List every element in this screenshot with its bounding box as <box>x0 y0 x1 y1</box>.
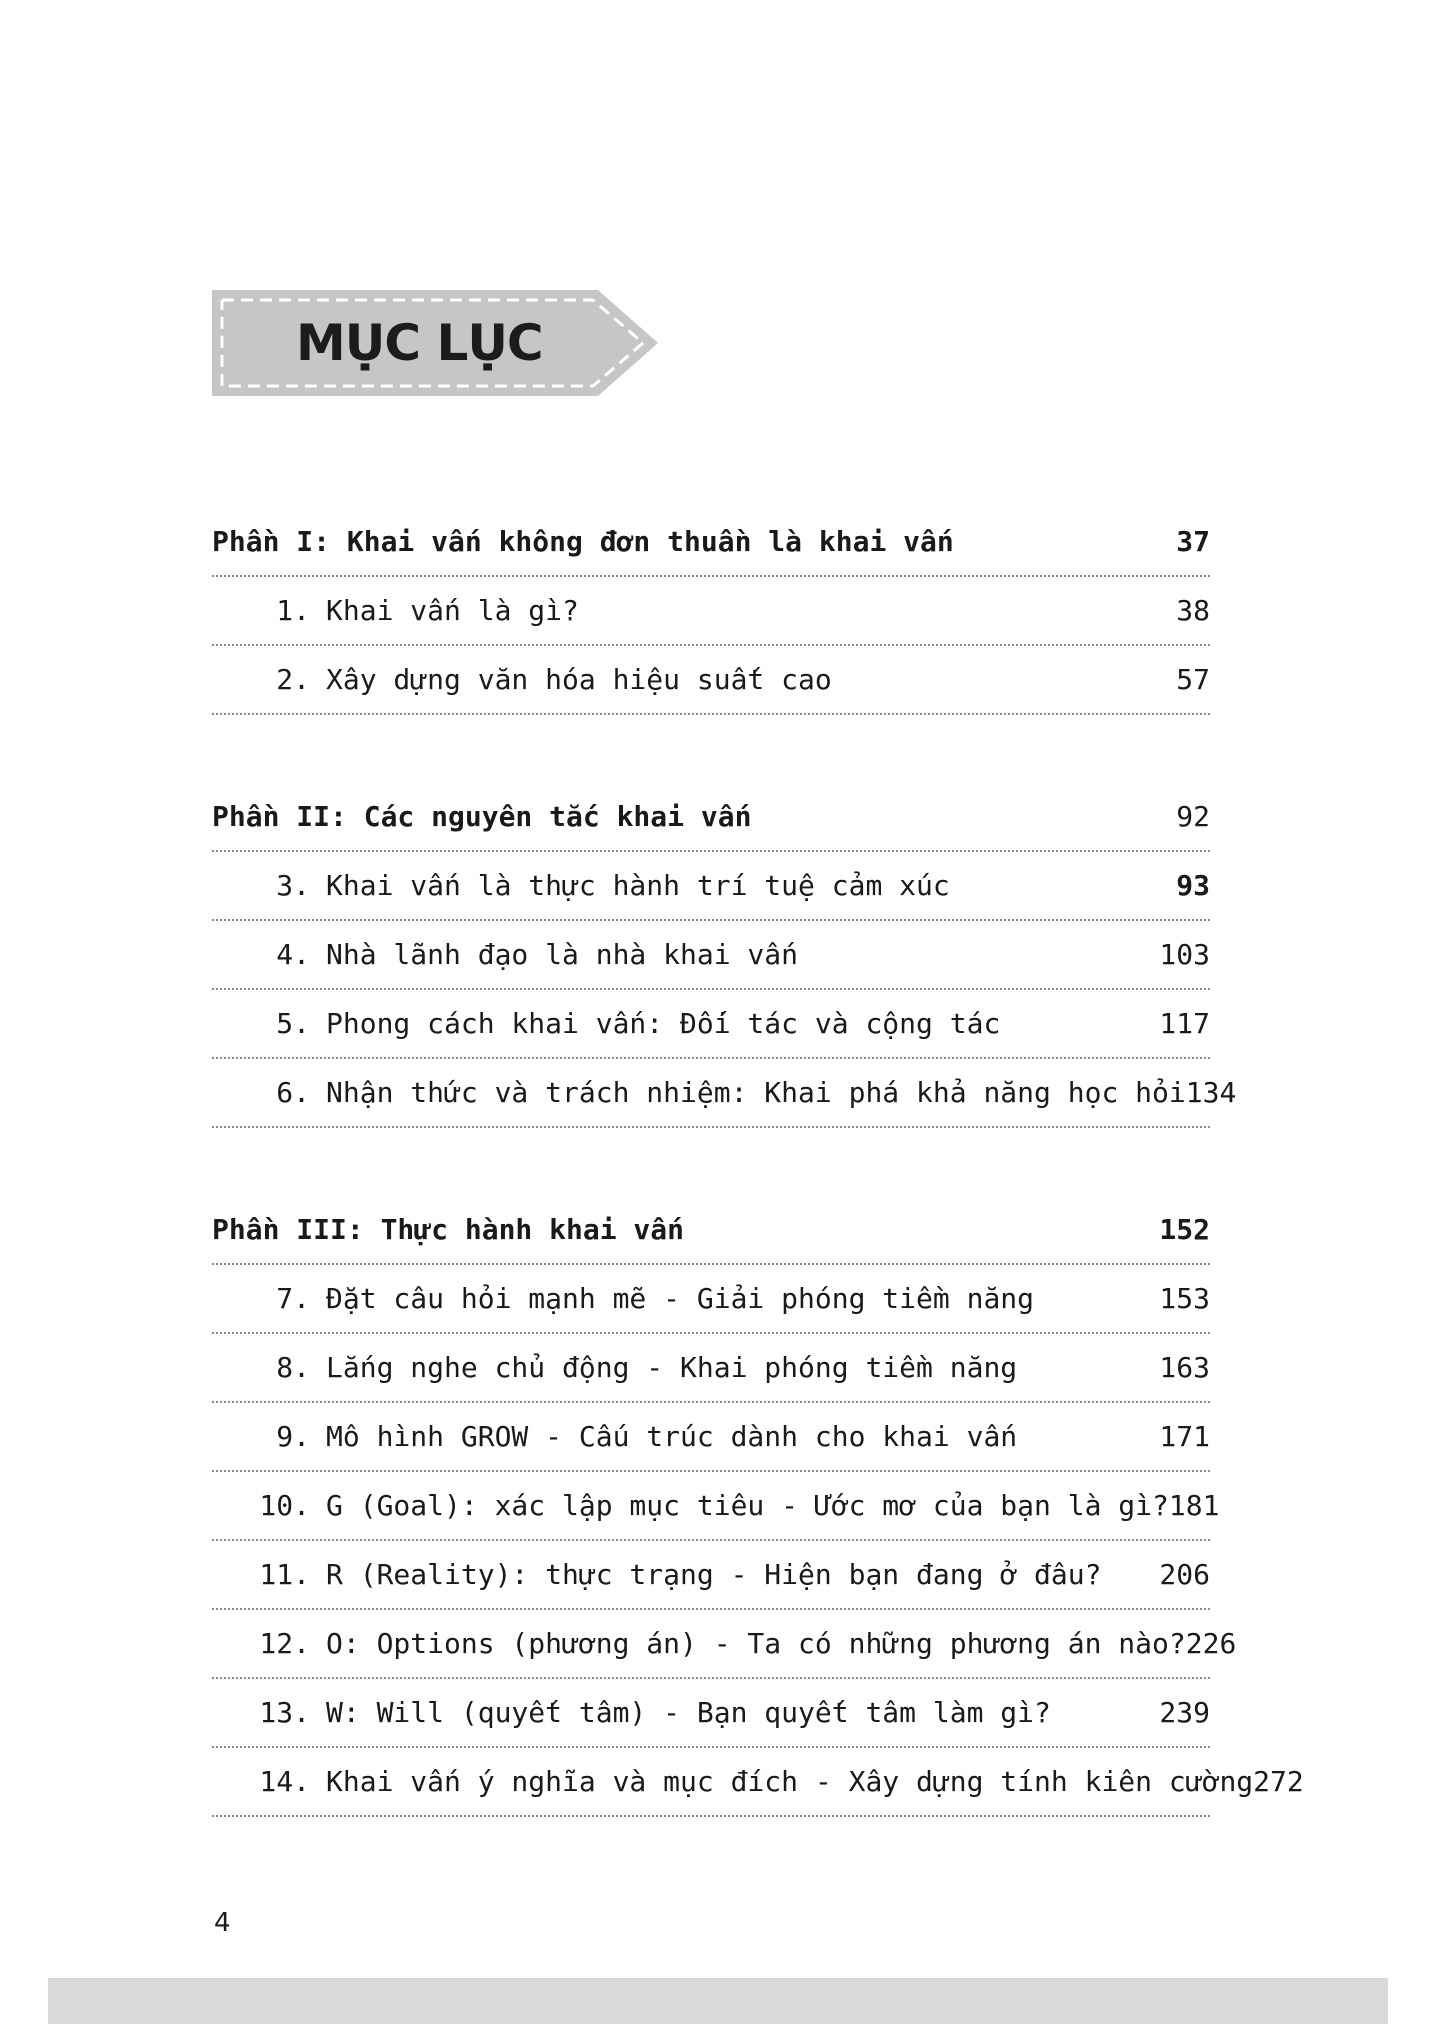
toc-chapter-row[interactable] <box>212 1334 1210 1403</box>
toc-chapter-row[interactable] <box>212 1679 1210 1748</box>
toc-part-page: 92 <box>1176 800 1210 833</box>
toc-chapter-label: Xây dựng văn hóa hiệu suất cao <box>326 663 832 696</box>
toc-chapter-label: Đặt câu hỏi mạnh mẽ - Giải phóng tiềm năng <box>326 1282 1035 1315</box>
toc-chapter-page: 38 <box>1176 594 1210 627</box>
toc-chapter-row[interactable] <box>212 1059 1237 1128</box>
toc-chapter-number: 4. <box>276 938 310 971</box>
toc-part-label: Phần II: Các nguyên tắc khai vấn <box>212 800 752 833</box>
toc-chapter-label: W: Will (quyết tâm) - Bạn quyết tâm làm gì? <box>326 1696 1051 1729</box>
toc-chapter-title <box>212 663 832 696</box>
toc-chapter-label: G (Goal): xác lập mục tiêu - Ước mơ của bạn là gì? <box>326 1489 1169 1522</box>
toc-chapter-number: 9. <box>276 1420 310 1453</box>
toc-chapter-label: R (Reality): thực trạng - Hiện bạn đang ở đâu? <box>326 1558 1102 1591</box>
toc-chapter-page: 206 <box>1159 1558 1210 1591</box>
toc-chapter-label: Khai vấn là gì? <box>326 594 579 627</box>
toc-section <box>212 1196 1304 1817</box>
toc-chapter-title <box>212 594 579 627</box>
toc-chapter-label: O: Options (phương án) - Ta có những phương án nào? <box>326 1627 1186 1660</box>
toc-chapter-page: 239 <box>1159 1696 1210 1729</box>
toc-chapter-label: Phong cách khai vấn: Đối tác và cộng tác <box>326 1007 1001 1040</box>
toc-part-row[interactable] <box>212 508 1210 577</box>
toc-section <box>212 508 1210 715</box>
toc-part-page: 37 <box>1176 525 1210 558</box>
toc-chapter-page: 171 <box>1159 1420 1210 1453</box>
toc-part-row[interactable] <box>212 783 1210 852</box>
toc-chapter-title <box>212 1627 1186 1660</box>
toc-chapter-title <box>212 1420 1017 1453</box>
toc-chapter-number: 6. <box>276 1076 310 1109</box>
toc-part-row[interactable] <box>212 1196 1210 1265</box>
toc-chapter-row[interactable] <box>212 1472 1220 1541</box>
toc-chapter-number: 10. <box>259 1489 310 1522</box>
toc-chapter-title <box>212 1282 1034 1315</box>
toc-chapter-page: 134 <box>1185 1076 1237 1109</box>
toc-part-label: Phần I: Khai vấn không đơn thuần là khai vấn <box>212 525 954 558</box>
toc-chapter-page: 163 <box>1159 1351 1210 1384</box>
toc-chapter-number: 3. <box>276 869 310 902</box>
toc-chapter-page: 117 <box>1159 1007 1210 1040</box>
toc-part-page: 152 <box>1159 1213 1210 1246</box>
toc-chapter-page: 57 <box>1176 663 1210 696</box>
title-tag <box>212 290 658 396</box>
toc-chapter-number: 14. <box>259 1765 310 1798</box>
toc-chapter-number: 2. <box>276 663 310 696</box>
toc-chapter-page: 93 <box>1176 869 1210 902</box>
toc-chapter-number: 12. <box>259 1627 310 1660</box>
toc-chapter-row[interactable] <box>212 577 1210 646</box>
toc-chapter-label: Nhà lãnh đạo là nhà khai vấn <box>326 938 799 971</box>
toc-chapter-title <box>212 1696 1051 1729</box>
page-number: 4 <box>214 1908 231 1938</box>
footer-bar <box>48 1978 1388 2024</box>
toc-section <box>212 783 1237 1128</box>
toc-part-label: Phần III: Thực hành khai vấn <box>212 1213 685 1246</box>
toc-chapter-title <box>212 1489 1169 1522</box>
toc-chapter-number: 8. <box>276 1351 310 1384</box>
toc-chapter-page: 103 <box>1159 938 1210 971</box>
toc-chapter-label: Lắng nghe chủ động - Khai phóng tiềm năng <box>326 1351 1018 1384</box>
toc-chapter-number: 1. <box>276 594 310 627</box>
toc-chapter-label: Mô hình GROW - Cấu trúc dành cho khai vấn <box>326 1420 1018 1453</box>
toc-chapter-number: 11. <box>259 1558 310 1591</box>
toc-chapter-row[interactable] <box>212 1748 1304 1817</box>
toc-chapter-page: 272 <box>1253 1765 1304 1798</box>
toc-chapter-number: 13. <box>259 1696 310 1729</box>
toc-chapter-row[interactable] <box>212 852 1210 921</box>
toc-chapter-row[interactable] <box>212 1541 1210 1610</box>
toc-chapter-row[interactable] <box>212 646 1210 715</box>
page-title: MỤC LỤC <box>296 314 543 372</box>
toc-chapter-title <box>212 1351 1017 1384</box>
toc-chapter-row[interactable] <box>212 921 1210 990</box>
toc-chapter-title <box>212 1007 1000 1040</box>
toc-chapter-row[interactable] <box>212 1265 1210 1334</box>
toc-chapter-label: Khai vấn ý nghĩa và mục đích - Xây dựng tính kiên cường <box>326 1765 1254 1798</box>
toc-chapter-row[interactable] <box>212 1610 1237 1679</box>
toc-chapter-title <box>212 1558 1101 1591</box>
toc-chapter-title <box>212 869 950 902</box>
toc-chapter-row[interactable] <box>212 1403 1210 1472</box>
toc-chapter-number: 5. <box>276 1007 310 1040</box>
toc-chapter-title <box>212 1076 1186 1109</box>
table-of-contents <box>212 508 1304 1885</box>
toc-chapter-label: Nhận thức và trách nhiệm: Khai phá khả năng học hỏi <box>326 1076 1186 1109</box>
toc-chapter-number: 7. <box>276 1282 310 1315</box>
toc-chapter-page: 153 <box>1159 1282 1210 1315</box>
toc-chapter-page: 226 <box>1185 1627 1237 1660</box>
toc-chapter-row[interactable] <box>212 990 1210 1059</box>
toc-chapter-page: 181 <box>1168 1489 1220 1522</box>
toc-chapter-title <box>212 938 798 971</box>
toc-chapter-title <box>212 1765 1253 1798</box>
toc-chapter-label: Khai vấn là thực hành trí tuệ cảm xúc <box>326 869 950 902</box>
